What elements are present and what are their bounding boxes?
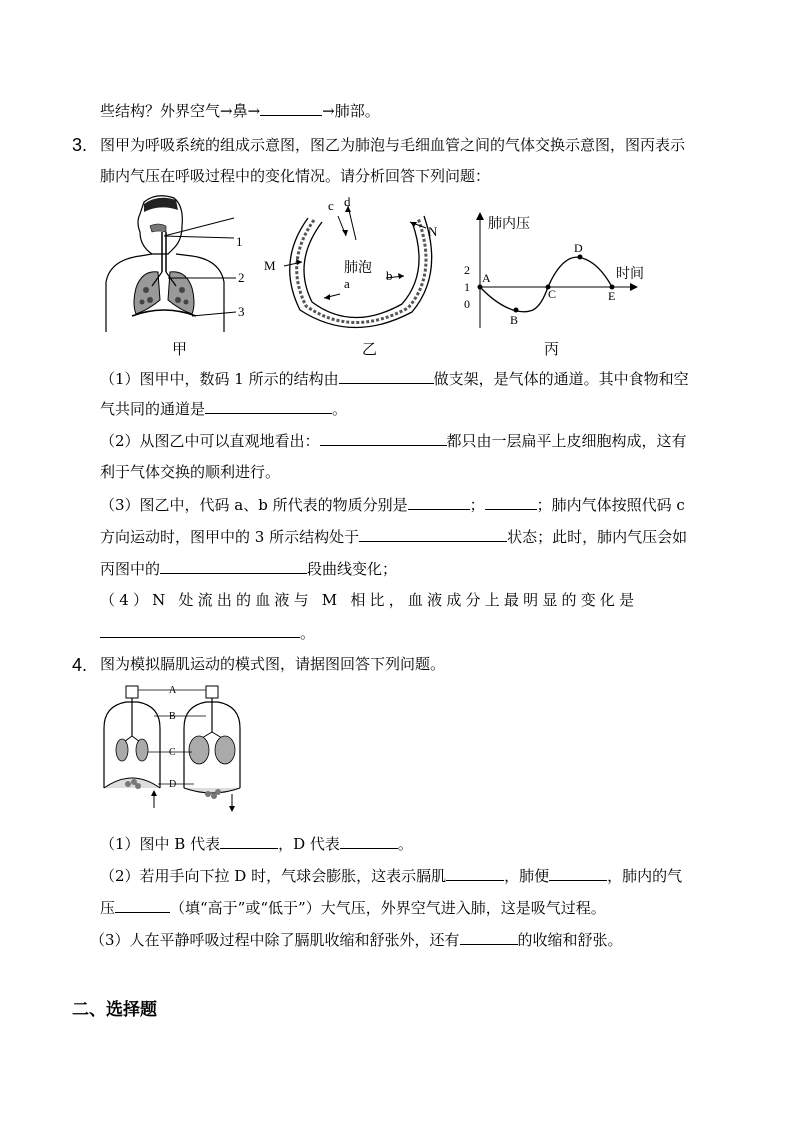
- answer-blank[interactable]: [485, 494, 537, 510]
- point-E: E: [608, 289, 616, 303]
- question-number: 4.: [72, 655, 88, 675]
- answer-blank[interactable]: [460, 929, 518, 945]
- sub-question-1: （1）图甲中，数码 1 所示的结构由 做支架，是气体的通道。其中食物和空: [100, 370, 689, 388]
- sub-question-2: （2）从图乙中可以直观地看出： 都只由一层扁平上皮细胞构成，这有: [100, 432, 687, 450]
- answer-blank[interactable]: [160, 558, 307, 574]
- y-tick: 1: [464, 280, 470, 294]
- label-a: a: [344, 276, 350, 291]
- answer-blank[interactable]: [220, 833, 278, 849]
- respiratory-system-figure: [96, 192, 266, 332]
- intro-question-line: 些结构？外界空气→鼻→ →肺部。: [100, 102, 380, 120]
- sub-question-2: （2）若用手向下拉 D 时，气球会膨胀，这表示膈肌 ，肺便 ，肺内的气: [100, 867, 683, 885]
- x-axis-label: 时间: [616, 267, 644, 282]
- point-A: A: [482, 271, 491, 285]
- sub-question-3: （3）图乙中，代码 a、b 所代表的物质分别是 ； ；肺内气体按照代码 c: [100, 496, 685, 514]
- sub-question-1-cont: 气共同的通道是 。: [100, 400, 348, 418]
- label-M: M: [264, 258, 276, 273]
- question-stem: 肺内气压在呼吸过程中的变化情况。请分析回答下列问题：: [100, 167, 491, 185]
- answer-blank[interactable]: [359, 526, 507, 542]
- label-N: N: [428, 224, 438, 239]
- diaphragm-model-figure: [98, 682, 248, 818]
- answer-blank[interactable]: [446, 865, 504, 881]
- answer-blank[interactable]: [320, 430, 447, 446]
- label-2: 2: [238, 270, 245, 285]
- point-C: C: [548, 287, 557, 301]
- alveolus-capillary-figure: [262, 192, 452, 332]
- sub-question-3-cont: 方向运动时，图甲中的 3 所示结构处于 状态；此时，肺内气压会如: [100, 528, 688, 546]
- y-axis-label: 肺内压: [488, 217, 530, 232]
- question-stem: 图为模拟膈肌运动的模式图，请据图回答下列问题。: [100, 655, 446, 673]
- question-number: 3.: [72, 135, 88, 155]
- sub-question-1: （1）图中 B 代表 ，D 代表 。: [100, 835, 413, 853]
- sub-question-3: （3）人在平静呼吸过程中除了膈肌收缩和舒张外，还有 的收缩和舒张。: [90, 931, 623, 949]
- point-D: D: [574, 241, 583, 255]
- label-b: b: [386, 268, 393, 283]
- point-B: B: [510, 313, 519, 327]
- answer-blank[interactable]: [115, 897, 170, 913]
- label-c: c: [328, 198, 334, 213]
- section-title: 二、选择题: [72, 1000, 157, 1020]
- label-d: d: [344, 194, 351, 209]
- sub-question-2-cont: 压 （填“高于”或“低于”）大气压，外界空气进入肺，这是吸气过程。: [100, 899, 606, 917]
- sub-question-4-cont: 。: [100, 622, 315, 643]
- label-alveolus: 肺泡: [344, 261, 372, 276]
- lung-pressure-graph: [458, 210, 658, 330]
- label-A: A: [169, 685, 177, 696]
- answer-blank[interactable]: [100, 622, 300, 638]
- answer-blank[interactable]: [339, 368, 434, 384]
- sub-question-2-cont: 利于气体交换的顺利进行。: [100, 463, 281, 481]
- y-tick: 2: [464, 263, 470, 277]
- answer-blank[interactable]: [549, 865, 607, 881]
- label-3: 3: [238, 304, 245, 319]
- answer-blank[interactable]: [340, 833, 398, 849]
- y-tick: 0: [464, 297, 470, 311]
- label-1: 1: [236, 234, 243, 249]
- answer-blank[interactable]: [408, 494, 470, 510]
- figure-caption: 丙: [544, 340, 560, 358]
- label-C: C: [169, 747, 176, 758]
- label-B: B: [169, 711, 176, 722]
- question-stem: 图甲为呼吸系统的组成示意图，图乙为肺泡与毛细血管之间的气体交换示意图，图丙表示: [100, 136, 686, 154]
- figure-caption: 甲: [172, 340, 188, 358]
- figure-caption: 乙: [362, 340, 378, 358]
- answer-blank[interactable]: [260, 100, 322, 116]
- sub-question-3-cont2: 丙图中的 段曲线变化；: [100, 560, 398, 578]
- answer-blank[interactable]: [205, 398, 332, 414]
- sub-question-4: （4）N 处流出的血液与 M 相比，血液成分上最明显的变化是: [100, 591, 639, 609]
- label-D: D: [169, 779, 177, 790]
